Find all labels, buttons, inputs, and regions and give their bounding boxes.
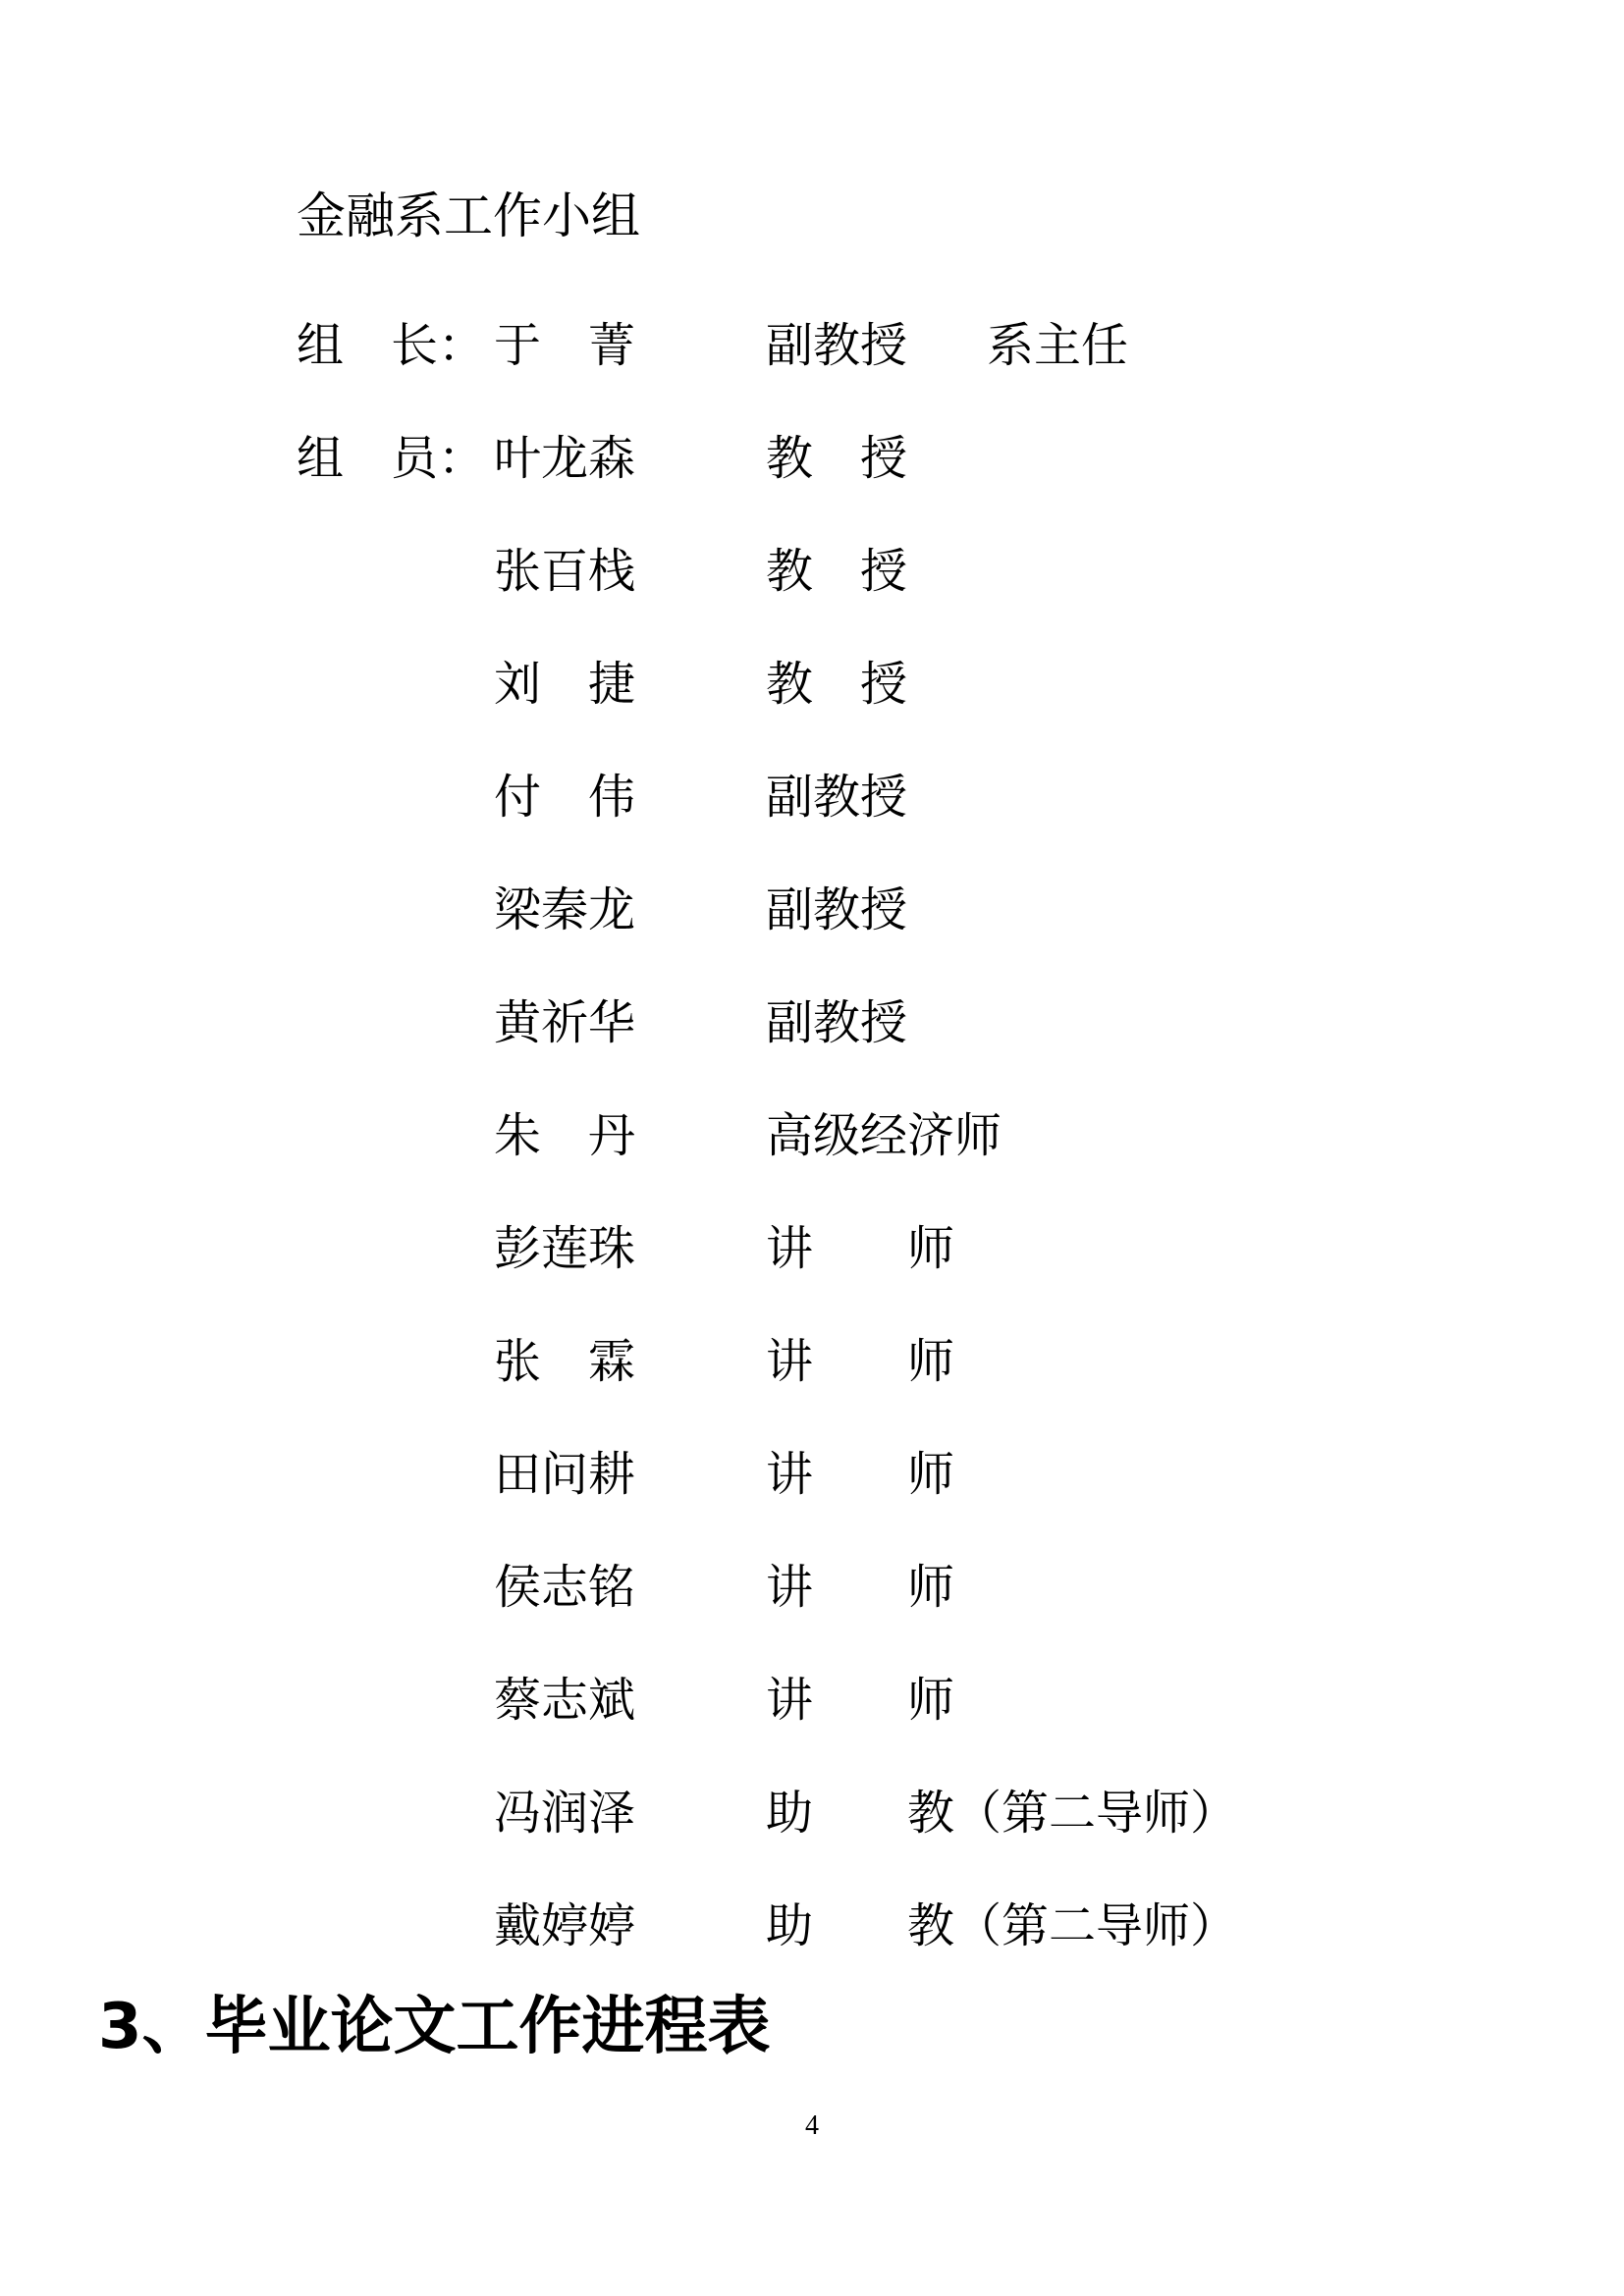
member-name: 黄祈华 (494, 995, 636, 1050)
member-title: 讲 师 (766, 1673, 955, 1728)
member-name: 刘 捷 (494, 657, 636, 712)
leader-title: 副教授 (766, 318, 908, 373)
member-title: 教 授 (766, 431, 908, 486)
leader-role-label: 组 长： (297, 318, 486, 373)
member-title: 讲 师 (766, 1334, 955, 1389)
leader-name: 于 菁 (494, 318, 636, 373)
member-title: 教 授 (766, 544, 908, 599)
member-name: 戴婷婷 (494, 1898, 636, 1953)
member-title: 讲 师 (766, 1447, 955, 1502)
member-title: 高级经济师 (766, 1108, 1002, 1163)
member-title: 讲 师 (766, 1560, 955, 1615)
member-name: 叶龙森 (494, 431, 636, 486)
member-name: 付 伟 (494, 770, 636, 825)
member-name: 侯志铭 (494, 1560, 636, 1615)
leader-position: 系主任 (987, 318, 1129, 373)
member-title: 助 教（第二导师） (766, 1898, 1238, 1953)
member-name: 蔡志斌 (494, 1673, 636, 1728)
member-title: 副教授 (766, 995, 908, 1050)
member-title: 讲 师 (766, 1221, 955, 1276)
member-name: 梁秦龙 (494, 882, 636, 937)
member-name: 冯润泽 (494, 1786, 636, 1841)
member-title: 副教授 (766, 770, 908, 825)
page-number: 4 (805, 2110, 819, 2141)
group-title: 金融系工作小组 (297, 187, 640, 244)
member-name: 彭莲珠 (494, 1221, 636, 1276)
members-role-label: 组 员： (297, 431, 486, 486)
member-title: 副教授 (766, 882, 908, 937)
member-title: 助 教（第二导师） (766, 1786, 1238, 1841)
member-name: 张 霖 (494, 1334, 636, 1389)
member-title: 教 授 (766, 657, 908, 712)
member-name: 田问耕 (494, 1447, 636, 1502)
member-name: 张百栈 (494, 544, 636, 599)
section-heading: 3、毕业论文工作进程表 (98, 1991, 771, 2063)
member-name: 朱 丹 (494, 1108, 636, 1163)
